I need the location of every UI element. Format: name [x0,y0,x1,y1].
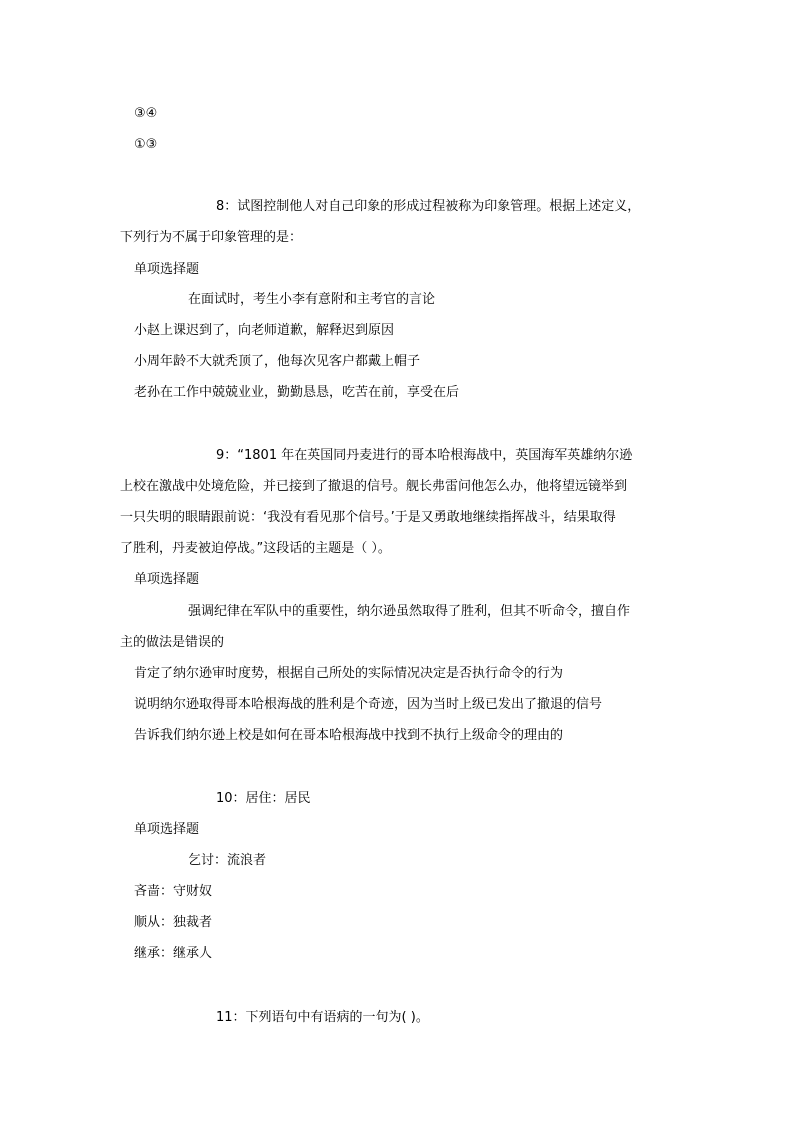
q8-option-3: 小周年龄不大就秃顶了，他每次见客户都戴上帽子 [134,354,421,369]
q9-stem-line2: 上校在激战中处境危险，并已接到了撤退的信号。舰长弗雷问他怎么办，他将望远镜举到 [120,479,628,494]
q10-option-2: 吝啬：守财奴 [134,884,213,899]
q8-option-4: 老孙在工作中兢兢业业，勤勤恳恳，吃苦在前，享受在后 [134,385,460,400]
q9-option-3: 说明纳尔逊取得哥本哈根海战的胜利是个奇迹，因为当时上级已发出了撤退的信号 [134,697,603,712]
q11-stem: 11：下列语句中有语病的一句为( )。 [216,1010,429,1025]
q9-stem-line1: 9：“1801 年在英国同丹麦进行的哥本哈根海战中，英国海军英雄纳尔逊 [216,448,633,463]
q10-option-1: 乞讨：流浪者 [188,853,267,868]
q10-type-label: 单项选择题 [134,822,200,837]
q8-option-2: 小赵上课迟到了，向老师道歉，解释迟到原因 [134,323,395,338]
q9-stem-line3: 一只失明的眼睛跟前说：‘我没有看见那个信号。’于是又勇敢地继续指挥战斗，结果取得 [120,510,616,525]
q10-option-3: 顺从：独裁者 [134,915,213,930]
q9-option-1-line2: 主的做法是错误的 [120,635,225,650]
q8-stem-line2: 下列行为不属于印象管理的是： [120,230,303,245]
q8-option-1: 在面试时，考生小李有意附和主考官的言论 [188,292,436,307]
q10-option-4: 继承：继承人 [134,946,213,961]
prev-option-1: ③④ [134,106,158,121]
q9-stem-line4: 了胜利，丹麦被迫停战。”这段话的主题是（ ）。 [120,541,391,556]
q9-type-label: 单项选择题 [134,572,200,587]
q9-option-1-line1: 强调纪律在军队中的重要性，纳尔逊虽然取得了胜利，但其不听命令，擅自作 [188,604,631,619]
q8-type-label: 单项选择题 [134,262,200,277]
q9-option-4: 告诉我们纳尔逊上校是如何在哥本哈根海战中找到不执行上级命令的理由的 [134,728,564,743]
prev-option-2: ①③ [134,137,158,152]
q10-stem: 10：居住：居民 [216,791,311,806]
q8-stem-line1: 8：试图控制他人对自己印象的形成过程被称为印象管理。根据上述定义， [216,199,641,214]
q9-option-2: 肯定了纳尔逊审时度势，根据自己所处的实际情况决定是否执行命令的行为 [134,666,564,681]
